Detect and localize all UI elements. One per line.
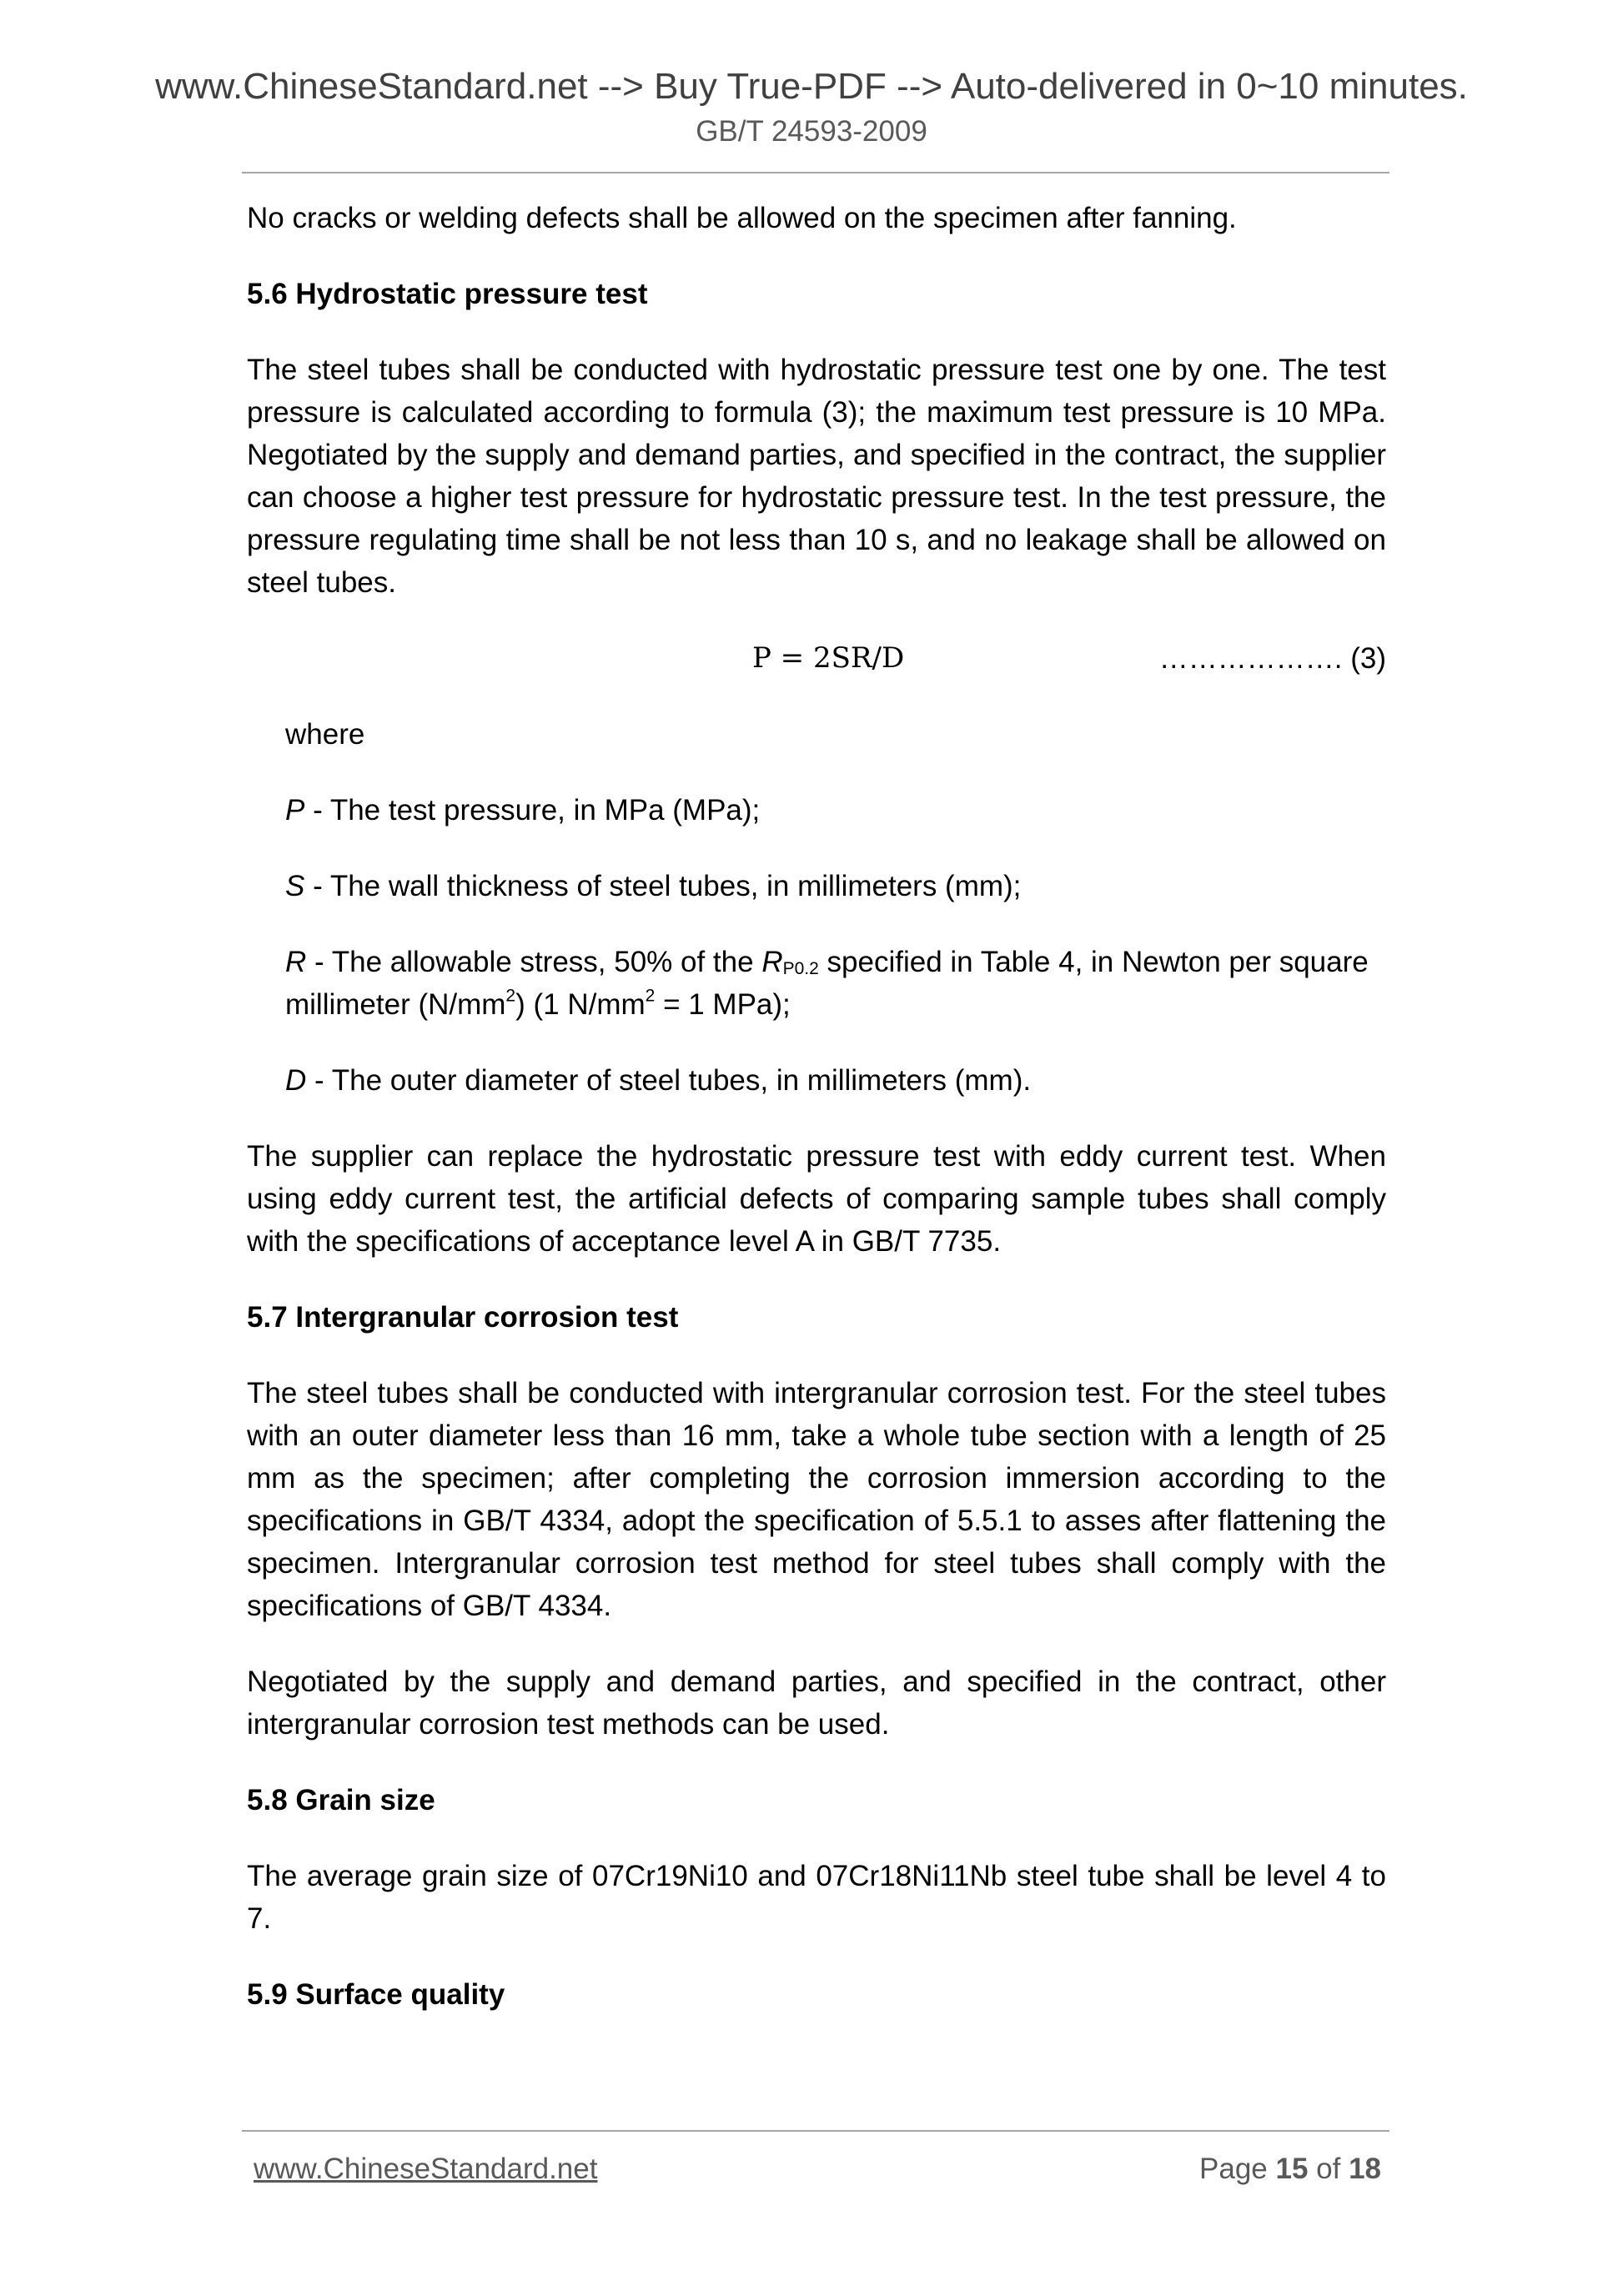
- paragraph: Negotiated by the supply and demand parties, and specified in the contract, other intergranular corrosion test methods can be used.: [247, 1665, 1386, 1741]
- definition-r: [285, 941, 1386, 1026]
- definition-text: - The outer diameter of steel tubes, in millimeters (mm).: [306, 1064, 1032, 1097]
- symbol: P: [285, 794, 305, 826]
- definition-s: [285, 865, 1386, 907]
- footer-site-link[interactable]: www.ChineseStandard.net: [254, 2153, 598, 2185]
- standard-number: GB/T 24593-2009: [696, 115, 927, 148]
- subscript: P0.2: [782, 959, 819, 979]
- superscript: 2: [645, 986, 656, 1006]
- definition-text: = 1 MPa);: [655, 988, 791, 1021]
- header-banner: www.ChineseStandard.net --> Buy True-PDF --> Auto-delivered in 0~10 minutes.: [155, 66, 1468, 107]
- section-heading-5-7: 5.7 Intergranular corrosion test: [247, 1301, 679, 1334]
- page-content: [247, 197, 1386, 2049]
- paragraph: The average grain size of 07Cr19Ni10 and 07Cr18Ni11Nb steel tube shall be level 4 to 7.: [247, 1860, 1386, 1935]
- footer-divider: [242, 2130, 1389, 2132]
- superscript: 2: [505, 986, 516, 1006]
- definition-text: - The allowable stress, 50% of the: [306, 946, 762, 978]
- definition-p: [285, 789, 1386, 831]
- header-divider: [242, 172, 1389, 173]
- symbol: R: [761, 946, 783, 978]
- formula-number: ………………. (3): [1158, 642, 1386, 675]
- section-heading-5-9: 5.9 Surface quality: [247, 1978, 505, 2011]
- where-label: where: [285, 718, 365, 751]
- section-heading-5-6: 5.6 Hydrostatic pressure test: [247, 278, 648, 310]
- page-number: [1199, 2150, 1381, 2188]
- symbol: D: [285, 1064, 307, 1097]
- definition-text: - The wall thickness of steel tubes, in millimeters (mm);: [304, 870, 1022, 902]
- formula: P = 2SR/D: [752, 641, 905, 675]
- paragraph: The steel tubes shall be conducted with hydrostatic pressure test one by one. The test pressure is calculated according to formula (3); the maximum test pressure is 10 MPa. Negotiated by the supply and demand parties, and specified in the contract, the supplier can choose a higher test pressure for hydrostatic pressure test. In the test pressure, the pressure regulating time shall be not less than 10 s, and no leakage shall be allowed on steel tubes.: [247, 354, 1386, 599]
- total-pages: 18: [1349, 2153, 1381, 2185]
- definition-text: ) (1 N/mm: [515, 988, 646, 1021]
- definition-d: [285, 1059, 1386, 1102]
- intro-paragraph: No cracks or welding defects shall be allowed on the specimen after fanning.: [247, 202, 1237, 234]
- paragraph: The steel tubes shall be conducted with intergranular corrosion test. For the steel tubes with an outer diameter less than 16 mm, take a whole tube section with a length of 25 mm as the specimen; after completing the corrosion immersion according to the specifications in GB/T 4334, adopt the specification of 5.5.1 to asses after flattening the specimen. Intergranular corrosion test method for steel tubes shall comply with the specifications of GB/T 4334.: [247, 1377, 1386, 1622]
- paragraph: The supplier can replace the hydrostatic pressure test with eddy current test. When using eddy current test, the artificial defects of comparing sample tubes shall comply with the specifications of acceptance level A in GB/T 7735.: [247, 1140, 1386, 1258]
- current-page: 15: [1275, 2153, 1309, 2185]
- section-heading-5-8: 5.8 Grain size: [247, 1784, 435, 1816]
- definition-text: specified in Table 4, in Newton per square millimeter (N/mm: [285, 946, 1369, 1021]
- variable-definitions: [247, 713, 1386, 1102]
- symbol: R: [285, 946, 307, 978]
- symbol: S: [285, 870, 305, 902]
- page-of: of: [1308, 2153, 1349, 2185]
- definition-text: - The test pressure, in MPa (MPa);: [304, 794, 761, 826]
- page-word: Page: [1199, 2153, 1276, 2185]
- formula-row: [247, 637, 1386, 680]
